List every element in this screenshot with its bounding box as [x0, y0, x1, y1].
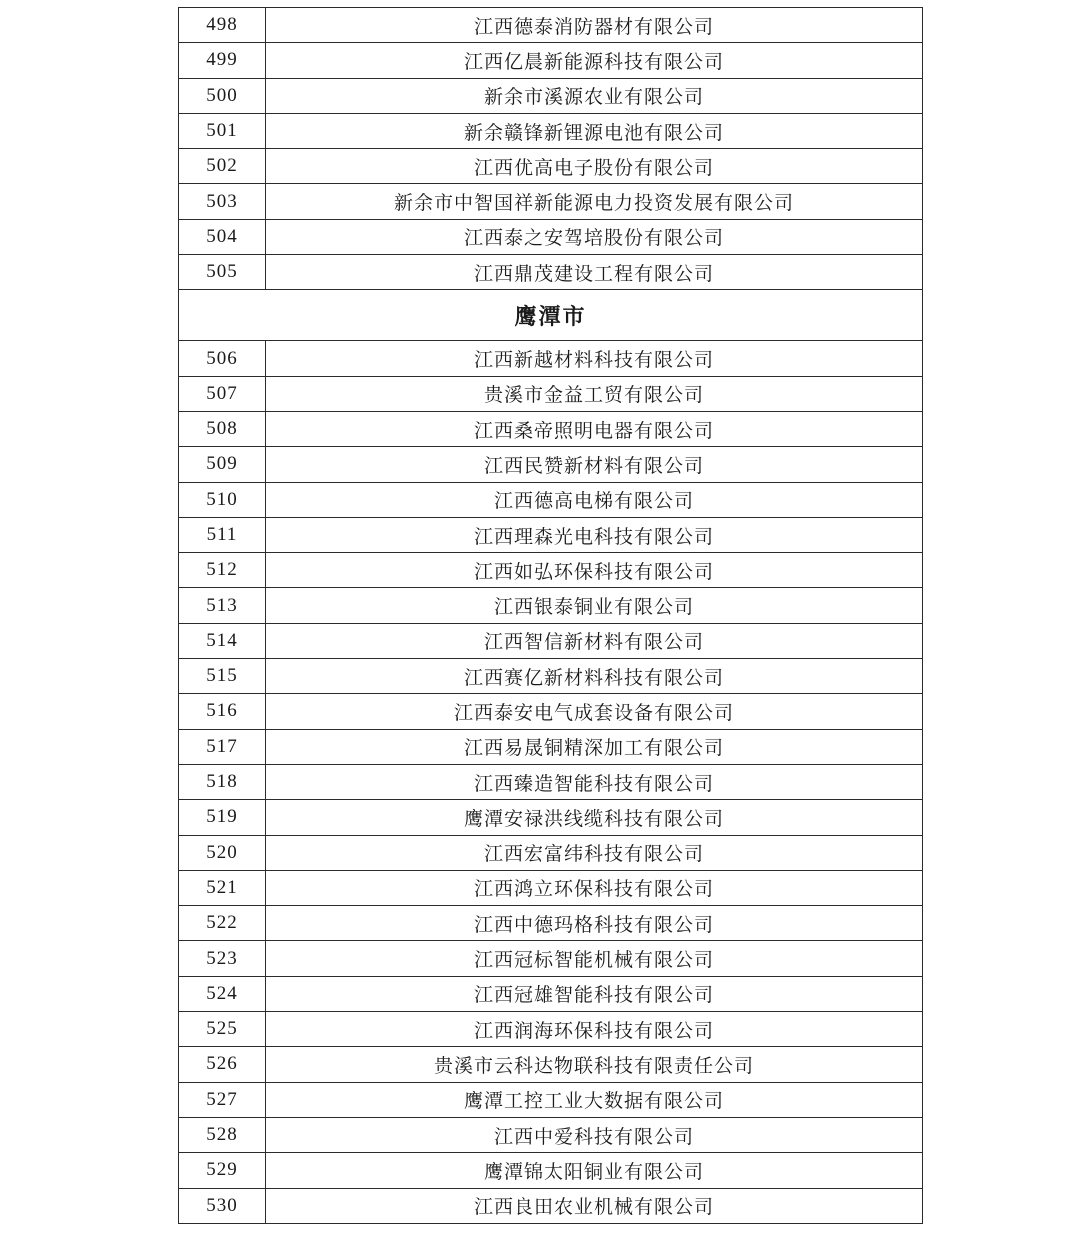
table-row [179, 588, 923, 623]
row-number: 517 [179, 729, 266, 764]
company-name: 江西德高电梯有限公司 [266, 482, 923, 517]
table-row [179, 1082, 923, 1117]
company-name: 江西中德玛格科技有限公司 [266, 906, 923, 941]
company-name: 鹰潭安禄洪线缆科技有限公司 [266, 800, 923, 835]
row-number: 504 [179, 219, 266, 254]
row-number: 502 [179, 149, 266, 184]
row-number: 501 [179, 113, 266, 148]
table-row [179, 623, 923, 658]
company-name: 新余赣锋新锂源电池有限公司 [266, 113, 923, 148]
company-name: 江西民赞新材料有限公司 [266, 447, 923, 482]
table-row [179, 1012, 923, 1047]
row-number: 528 [179, 1117, 266, 1152]
row-number: 518 [179, 764, 266, 799]
table-row [179, 694, 923, 729]
row-number: 523 [179, 941, 266, 976]
row-number: 503 [179, 184, 266, 219]
company-name: 江西臻造智能科技有限公司 [266, 764, 923, 799]
table-row [179, 255, 923, 290]
company-name: 新余市溪源农业有限公司 [266, 78, 923, 113]
table-row [179, 113, 923, 148]
company-name: 江西冠雄智能科技有限公司 [266, 976, 923, 1011]
table-row [179, 764, 923, 799]
row-number: 526 [179, 1047, 266, 1082]
company-name: 鹰潭工控工业大数据有限公司 [266, 1082, 923, 1117]
table-row [179, 835, 923, 870]
company-name: 江西理森光电科技有限公司 [266, 517, 923, 552]
row-number: 522 [179, 906, 266, 941]
table-row [179, 43, 923, 78]
row-number: 527 [179, 1082, 266, 1117]
row-number: 512 [179, 553, 266, 588]
table-row [179, 517, 923, 552]
company-name: 江西赛亿新材料科技有限公司 [266, 659, 923, 694]
company-name: 江西良田农业机械有限公司 [266, 1188, 923, 1223]
row-number: 509 [179, 447, 266, 482]
row-number: 515 [179, 659, 266, 694]
enterprise-list-table [178, 7, 923, 1224]
company-name: 江西德泰消防器材有限公司 [266, 8, 923, 43]
company-name: 江西鼎茂建设工程有限公司 [266, 255, 923, 290]
company-name: 江西银泰铜业有限公司 [266, 588, 923, 623]
table-row [179, 1188, 923, 1223]
company-name: 江西桑帝照明电器有限公司 [266, 411, 923, 446]
company-name: 江西中爱科技有限公司 [266, 1117, 923, 1152]
table-body [179, 8, 923, 1224]
row-number: 505 [179, 255, 266, 290]
company-name: 江西润海环保科技有限公司 [266, 1012, 923, 1047]
table-row [179, 1047, 923, 1082]
row-number: 519 [179, 800, 266, 835]
row-number: 525 [179, 1012, 266, 1047]
company-name: 贵溪市云科达物联科技有限责任公司 [266, 1047, 923, 1082]
row-number: 499 [179, 43, 266, 78]
row-number: 520 [179, 835, 266, 870]
row-number: 529 [179, 1153, 266, 1188]
table-row [179, 8, 923, 43]
company-name: 江西宏富纬科技有限公司 [266, 835, 923, 870]
row-number: 516 [179, 694, 266, 729]
region-header-row [179, 290, 923, 341]
company-name: 江西新越材料科技有限公司 [266, 341, 923, 376]
table-row [179, 870, 923, 905]
table-row [179, 78, 923, 113]
table-row [179, 149, 923, 184]
company-name: 江西易晟铜精深加工有限公司 [266, 729, 923, 764]
table-row [179, 976, 923, 1011]
table-row [179, 376, 923, 411]
table-row [179, 1153, 923, 1188]
company-name: 江西冠标智能机械有限公司 [266, 941, 923, 976]
row-number: 524 [179, 976, 266, 1011]
company-name: 贵溪市金益工贸有限公司 [266, 376, 923, 411]
company-name: 鹰潭锦太阳铜业有限公司 [266, 1153, 923, 1188]
company-name: 江西鸿立环保科技有限公司 [266, 870, 923, 905]
row-number: 513 [179, 588, 266, 623]
table-row [179, 447, 923, 482]
company-name: 江西智信新材料有限公司 [266, 623, 923, 658]
table-row [179, 482, 923, 517]
row-number: 514 [179, 623, 266, 658]
table-row [179, 906, 923, 941]
table-row [179, 219, 923, 254]
region-header: 鹰潭市 [179, 290, 923, 341]
company-name: 江西泰之安驾培股份有限公司 [266, 219, 923, 254]
table-row [179, 184, 923, 219]
table-row [179, 553, 923, 588]
row-number: 500 [179, 78, 266, 113]
table-row [179, 411, 923, 446]
company-name: 江西泰安电气成套设备有限公司 [266, 694, 923, 729]
row-number: 507 [179, 376, 266, 411]
row-number: 510 [179, 482, 266, 517]
company-name: 新余市中智国祥新能源电力投资发展有限公司 [266, 184, 923, 219]
row-number: 511 [179, 517, 266, 552]
table-row [179, 659, 923, 694]
table-row [179, 341, 923, 376]
row-number: 521 [179, 870, 266, 905]
table-row [179, 729, 923, 764]
company-name: 江西如弘环保科技有限公司 [266, 553, 923, 588]
company-name: 江西优高电子股份有限公司 [266, 149, 923, 184]
row-number: 508 [179, 411, 266, 446]
row-number: 530 [179, 1188, 266, 1223]
row-number: 506 [179, 341, 266, 376]
table-row [179, 941, 923, 976]
table-row [179, 800, 923, 835]
company-name: 江西亿晨新能源科技有限公司 [266, 43, 923, 78]
row-number: 498 [179, 8, 266, 43]
table-row [179, 1117, 923, 1152]
